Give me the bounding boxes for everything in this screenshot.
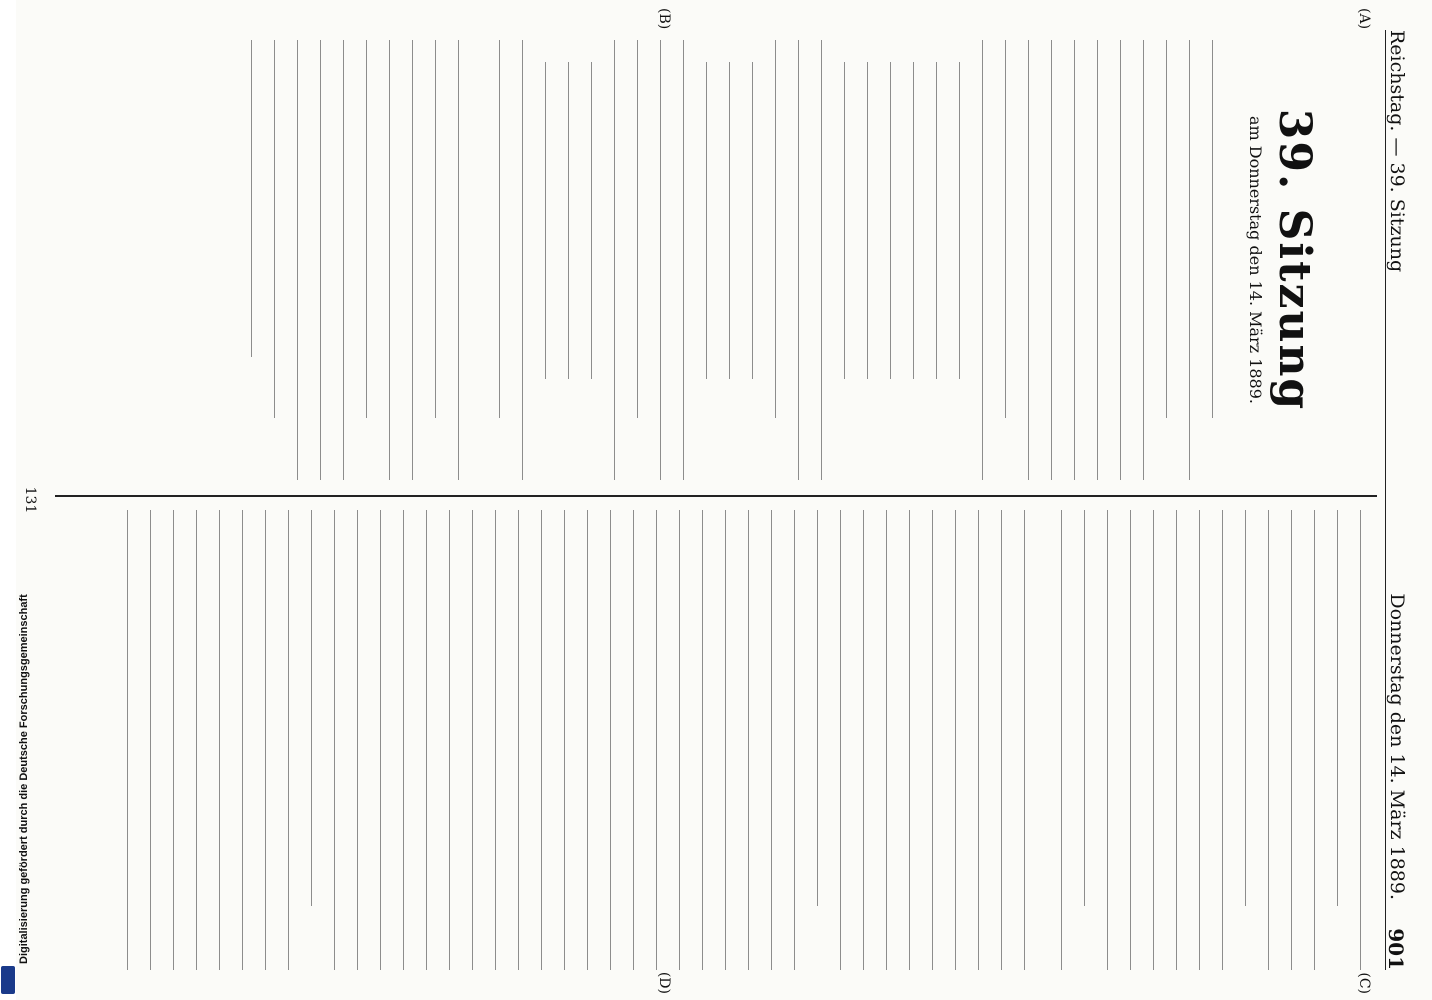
debate-block	[127, 510, 1036, 970]
leave-block	[1061, 510, 1372, 970]
header-left: Reichstag. — 39. Sitzung	[1386, 30, 1408, 273]
running-header	[1382, 30, 1412, 970]
column-divider	[55, 495, 1377, 497]
header-rule	[1385, 30, 1386, 970]
left-column	[60, 40, 1372, 480]
page-number: 901	[1384, 928, 1408, 970]
margin-marker-d: (D)	[656, 971, 672, 994]
session-date: am Donnerstag den 14. März 1889.	[1246, 115, 1265, 404]
margin-marker-b: (B)	[656, 8, 672, 30]
opening-block	[251, 40, 470, 480]
digitization-note: Digitalisierung gefördert durch die Deutsche Forschungsgemeinschaft	[18, 594, 30, 964]
margin-marker-c: (C)	[1356, 972, 1372, 994]
agenda-block	[499, 40, 1224, 480]
header-right: Donnerstag den 14. März 1889.	[1386, 593, 1408, 900]
footer-number: 131	[22, 486, 38, 514]
dfg-logo-icon	[1, 966, 15, 994]
margin-marker-a: (A)	[1356, 8, 1372, 30]
session-title: 39. Sitzung	[1269, 108, 1320, 412]
right-column	[60, 510, 1372, 970]
